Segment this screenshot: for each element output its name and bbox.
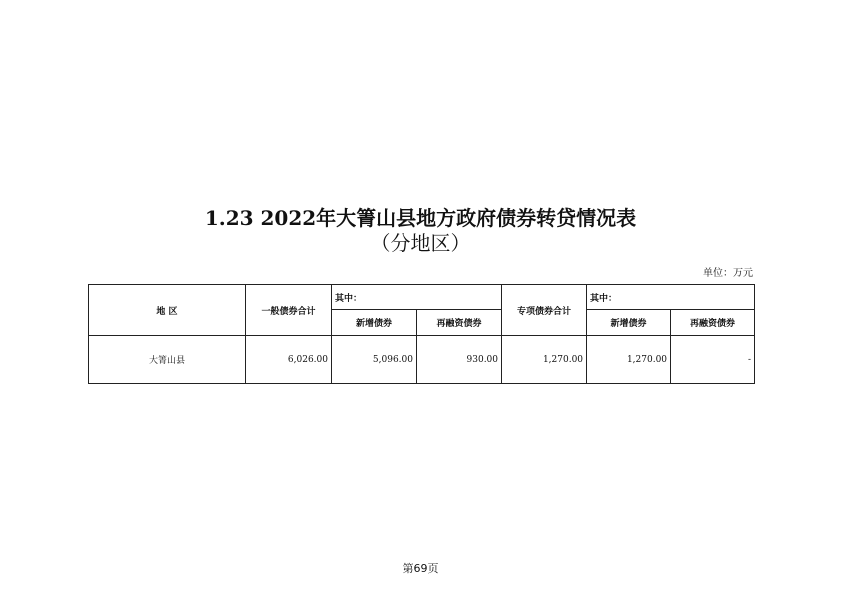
unit-label: 单位：万元 xyxy=(703,268,753,279)
table-row xyxy=(89,336,755,384)
cell-special-refi: - xyxy=(671,336,755,384)
header-special-new: 新增债券 xyxy=(587,310,671,336)
header-special-refi: 再融资债券 xyxy=(671,310,755,336)
cell-special-new: 1,270.00 xyxy=(587,336,671,384)
header-general-new: 新增债券 xyxy=(332,310,417,336)
cell-general-total: 6,026.00 xyxy=(246,336,332,384)
debt-table xyxy=(88,284,755,384)
table-title: 1.23 2022年大箐山县地方政府债券转贷情况表 xyxy=(204,206,637,230)
header-region: 地 区 xyxy=(89,285,246,336)
page-number: 第69页 xyxy=(402,562,439,575)
header-general-total: 一般债券合计 xyxy=(246,285,332,336)
table-subtitle: （分地区） xyxy=(370,231,471,255)
header-of-which-special: 其中： xyxy=(587,285,755,310)
header-special-total: 专项债券合计 xyxy=(502,285,587,336)
cell-general-refi: 930.00 xyxy=(417,336,502,384)
header-of-which-general: 其中： xyxy=(332,285,502,310)
cell-special-total: 1,270.00 xyxy=(502,336,587,384)
cell-region: 大箐山县 xyxy=(89,336,246,384)
cell-general-new: 5,096.00 xyxy=(332,336,417,384)
header-general-refi: 再融资债券 xyxy=(417,310,502,336)
header-row-1 xyxy=(89,285,755,310)
